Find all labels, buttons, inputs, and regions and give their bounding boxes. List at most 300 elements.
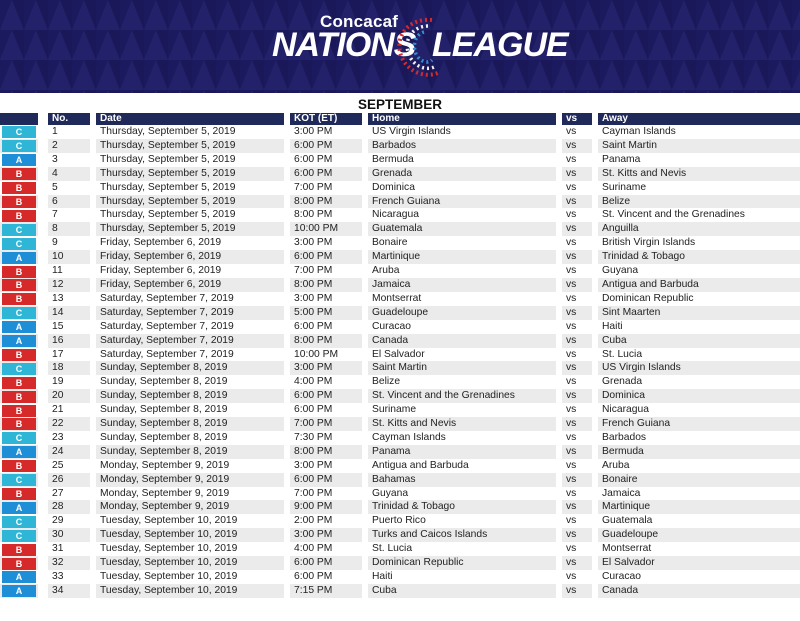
away-team: Montserrat bbox=[602, 543, 652, 555]
away-team: St. Lucia bbox=[602, 348, 643, 360]
league-badge: C bbox=[2, 140, 36, 152]
vs-label: vs bbox=[566, 292, 577, 304]
brand-right-text: LEAGUE bbox=[432, 26, 568, 64]
home-team: Jamaica bbox=[368, 278, 556, 292]
match-date: Tuesday, September 10, 2019 bbox=[96, 584, 284, 598]
match-date: Sunday, September 8, 2019 bbox=[100, 431, 228, 443]
league-badge: C bbox=[2, 307, 36, 319]
match-date: Sunday, September 8, 2019 bbox=[96, 389, 284, 403]
match-date: Sunday, September 8, 2019 bbox=[100, 404, 228, 416]
match-date: Thursday, September 5, 2019 bbox=[100, 126, 236, 137]
header-kot: KOT (ET) bbox=[290, 113, 362, 125]
table-row bbox=[0, 375, 800, 389]
header-date: Date bbox=[96, 113, 284, 125]
vs-label: vs bbox=[566, 209, 577, 221]
table-row bbox=[0, 403, 800, 417]
table-row bbox=[0, 306, 800, 320]
league-cell bbox=[0, 514, 38, 528]
match-number: 16 bbox=[48, 334, 90, 348]
match-number: 23 bbox=[52, 431, 64, 443]
vs-label: vs bbox=[562, 584, 592, 598]
vs-label: vs bbox=[562, 445, 592, 459]
home-team: Turks and Caicos Islands bbox=[368, 528, 556, 542]
table-row bbox=[0, 208, 800, 222]
schedule-table bbox=[0, 113, 800, 598]
match-number: 18 bbox=[48, 361, 90, 375]
vs-label: vs bbox=[566, 181, 577, 193]
league-cell bbox=[0, 208, 38, 222]
league-badge: B bbox=[2, 488, 36, 500]
table-body bbox=[0, 125, 800, 598]
kickoff-time: 6:00 PM bbox=[294, 404, 333, 416]
kickoff-time: 5:00 PM bbox=[290, 306, 362, 320]
home-team: Canada bbox=[368, 334, 556, 348]
kickoff-time: 9:00 PM bbox=[290, 500, 362, 514]
match-number: 34 bbox=[48, 584, 90, 598]
away-team: Saint Martin bbox=[598, 139, 800, 153]
brand-small-text: Concacaf bbox=[320, 12, 399, 31]
home-team: Barbados bbox=[368, 139, 556, 153]
match-date: Saturday, September 7, 2019 bbox=[96, 334, 284, 348]
league-cell bbox=[0, 403, 38, 417]
kickoff-time: 6:00 PM bbox=[290, 473, 362, 487]
table-row bbox=[0, 528, 800, 542]
match-number: 20 bbox=[48, 389, 90, 403]
home-team: Bahamas bbox=[368, 473, 556, 487]
away-team: Canada bbox=[598, 584, 800, 598]
kickoff-time: 8:00 PM bbox=[290, 445, 362, 459]
league-badge: B bbox=[2, 391, 36, 403]
match-number: 7 bbox=[52, 209, 58, 221]
kickoff-time: 6:00 PM bbox=[294, 153, 333, 165]
home-team: Dominican Republic bbox=[368, 556, 556, 570]
match-number: 1 bbox=[52, 126, 58, 137]
kickoff-time: 8:00 PM bbox=[290, 334, 362, 348]
kickoff-time: 6:00 PM bbox=[290, 556, 362, 570]
away-team: French Guiana bbox=[598, 417, 800, 431]
away-team: Haiti bbox=[602, 320, 623, 332]
vs-label: vs bbox=[562, 195, 592, 209]
league-badge: A bbox=[2, 571, 36, 583]
kickoff-time: 6:00 PM bbox=[290, 389, 362, 403]
vs-label: vs bbox=[566, 515, 577, 527]
league-cell bbox=[0, 542, 38, 556]
brand-left-text: NATIONS bbox=[272, 26, 416, 64]
kickoff-time: 3:00 PM bbox=[294, 237, 333, 249]
league-badge: A bbox=[2, 252, 36, 264]
away-team: Dominican Republic bbox=[602, 292, 694, 304]
league-badge: B bbox=[2, 405, 36, 417]
league-cell bbox=[0, 348, 38, 362]
league-badge: C bbox=[2, 363, 36, 375]
league-cell bbox=[0, 236, 38, 250]
match-number: 12 bbox=[48, 278, 90, 292]
match-date: Thursday, September 5, 2019 bbox=[100, 209, 236, 221]
vs-label: vs bbox=[562, 167, 592, 181]
league-cell bbox=[0, 445, 38, 459]
table-row bbox=[0, 361, 800, 375]
match-number: 4 bbox=[48, 167, 90, 181]
vs-label: vs bbox=[562, 361, 592, 375]
table-row bbox=[0, 125, 800, 139]
header-home: Home bbox=[368, 113, 556, 125]
home-team: Cayman Islands bbox=[372, 431, 446, 443]
match-number: 28 bbox=[48, 500, 90, 514]
match-number: 29 bbox=[52, 515, 64, 527]
league-badge: B bbox=[2, 460, 36, 472]
kickoff-time: 6:00 PM bbox=[290, 139, 362, 153]
away-team: Bonaire bbox=[598, 473, 800, 487]
match-date: Saturday, September 7, 2019 bbox=[100, 320, 234, 332]
vs-label: vs bbox=[562, 500, 592, 514]
vs-label: vs bbox=[562, 278, 592, 292]
league-badge: B bbox=[2, 558, 36, 570]
away-team: Anguilla bbox=[598, 222, 800, 236]
away-team: Sint Maarten bbox=[598, 306, 800, 320]
kickoff-time: 10:00 PM bbox=[294, 348, 339, 360]
home-team: El Salvador bbox=[372, 348, 425, 360]
table-row bbox=[0, 584, 800, 598]
league-cell bbox=[0, 487, 38, 501]
vs-label: vs bbox=[566, 237, 577, 249]
vs-label: vs bbox=[566, 376, 577, 388]
kickoff-time: 8:00 PM bbox=[290, 278, 362, 292]
vs-label: vs bbox=[566, 404, 577, 416]
match-date: Thursday, September 5, 2019 bbox=[100, 181, 236, 193]
match-date: Thursday, September 5, 2019 bbox=[96, 139, 284, 153]
vs-label: vs bbox=[562, 473, 592, 487]
home-team: US Virgin Islands bbox=[372, 126, 451, 137]
league-badge: B bbox=[2, 210, 36, 222]
match-number: 2 bbox=[48, 139, 90, 153]
home-team: Antigua and Barbuda bbox=[372, 459, 469, 471]
home-team: Trinidad & Tobago bbox=[368, 500, 556, 514]
vs-label: vs bbox=[566, 126, 577, 137]
home-team: Montserrat bbox=[372, 292, 422, 304]
table-row bbox=[0, 445, 800, 459]
vs-label: vs bbox=[566, 320, 577, 332]
home-team: St. Kitts and Nevis bbox=[368, 417, 556, 431]
kickoff-time: 7:00 PM bbox=[290, 417, 362, 431]
match-date: Tuesday, September 10, 2019 bbox=[96, 528, 284, 542]
match-date: Saturday, September 7, 2019 bbox=[100, 348, 234, 360]
away-team: Belize bbox=[598, 195, 800, 209]
home-team: Guadeloupe bbox=[368, 306, 556, 320]
league-cell bbox=[0, 278, 38, 292]
away-team: St. Vincent and the Grenadines bbox=[602, 209, 745, 221]
league-cell bbox=[0, 181, 38, 195]
league-badge: A bbox=[2, 446, 36, 458]
league-badge: B bbox=[2, 279, 36, 291]
kickoff-time: 7:00 PM bbox=[294, 181, 333, 193]
away-team: Dominica bbox=[598, 389, 800, 403]
away-team: El Salvador bbox=[598, 556, 800, 570]
vs-label: vs bbox=[562, 334, 592, 348]
match-number: 11 bbox=[52, 265, 63, 277]
table-row bbox=[0, 459, 800, 473]
match-number: 5 bbox=[52, 181, 58, 193]
away-team: British Virgin Islands bbox=[602, 237, 696, 249]
home-team: Suriname bbox=[372, 404, 417, 416]
kickoff-time: 3:00 PM bbox=[294, 126, 333, 137]
vs-label: vs bbox=[562, 528, 592, 542]
league-badge: C bbox=[2, 432, 36, 444]
match-date: Sunday, September 8, 2019 bbox=[96, 417, 284, 431]
league-badge: B bbox=[2, 293, 36, 305]
vs-label: vs bbox=[562, 306, 592, 320]
match-number: 14 bbox=[48, 306, 90, 320]
away-team: Cuba bbox=[598, 334, 800, 348]
kickoff-time: 6:00 PM bbox=[290, 250, 362, 264]
away-team: Cayman Islands bbox=[602, 126, 676, 137]
table-row bbox=[0, 222, 800, 236]
match-number: 17 bbox=[52, 348, 64, 360]
vs-label: vs bbox=[566, 571, 577, 582]
home-team: Martinique bbox=[368, 250, 556, 264]
match-number: 15 bbox=[52, 320, 64, 332]
away-team: Guyana bbox=[602, 265, 639, 277]
table-row bbox=[0, 167, 800, 181]
away-team: Panama bbox=[602, 153, 641, 165]
home-team: Curacao bbox=[372, 320, 411, 332]
kickoff-time: 7:15 PM bbox=[290, 584, 362, 598]
league-badge: A bbox=[2, 335, 36, 347]
away-team: Martinique bbox=[598, 500, 800, 514]
away-team: St. Kitts and Nevis bbox=[598, 167, 800, 181]
home-team: St. Lucia bbox=[372, 543, 413, 555]
away-team: Jamaica bbox=[602, 487, 641, 499]
table-row bbox=[0, 570, 800, 584]
league-cell bbox=[0, 375, 38, 389]
league-badge: B bbox=[2, 377, 36, 389]
league-badge: B bbox=[2, 349, 36, 361]
table-header-row bbox=[0, 113, 800, 125]
away-team: Aruba bbox=[602, 459, 630, 471]
home-team: Saint Martin bbox=[368, 361, 556, 375]
league-cell bbox=[0, 153, 38, 167]
league-badge: B bbox=[2, 196, 36, 208]
match-number: 13 bbox=[52, 292, 64, 304]
home-team: Nicaragua bbox=[372, 209, 419, 221]
league-cell bbox=[0, 500, 38, 514]
match-number: 10 bbox=[48, 250, 90, 264]
table-row bbox=[0, 250, 800, 264]
kickoff-time: 4:00 PM bbox=[294, 543, 333, 555]
away-team: Antigua and Barbuda bbox=[598, 278, 800, 292]
match-date: Saturday, September 7, 2019 bbox=[96, 306, 284, 320]
kickoff-time: 4:00 PM bbox=[294, 376, 333, 388]
table-row bbox=[0, 514, 800, 528]
table-row bbox=[0, 139, 800, 153]
table-row bbox=[0, 487, 800, 501]
league-cell bbox=[0, 250, 38, 264]
table-row bbox=[0, 264, 800, 278]
league-cell bbox=[0, 584, 38, 598]
league-badge: A bbox=[2, 154, 36, 166]
kickoff-time: 8:00 PM bbox=[290, 195, 362, 209]
match-date: Thursday, September 5, 2019 bbox=[96, 222, 284, 236]
league-cell bbox=[0, 195, 38, 209]
league-cell bbox=[0, 222, 38, 236]
away-team: US Virgin Islands bbox=[598, 361, 800, 375]
kickoff-time: 8:00 PM bbox=[294, 209, 333, 221]
kickoff-time: 3:00 PM bbox=[290, 361, 362, 375]
league-badge: C bbox=[2, 530, 36, 542]
league-badge: B bbox=[2, 418, 36, 430]
home-team: Panama bbox=[368, 445, 556, 459]
table-row bbox=[0, 278, 800, 292]
match-date: Saturday, September 7, 2019 bbox=[100, 292, 234, 304]
table-row bbox=[0, 292, 800, 306]
match-date: Thursday, September 5, 2019 bbox=[96, 167, 284, 181]
league-badge: C bbox=[2, 238, 36, 250]
home-team: St. Vincent and the Grenadines bbox=[368, 389, 556, 403]
home-team: Haiti bbox=[372, 571, 393, 582]
league-cell bbox=[0, 320, 38, 334]
match-number: 31 bbox=[52, 543, 64, 555]
match-number: 6 bbox=[48, 195, 90, 209]
match-date: Thursday, September 5, 2019 bbox=[96, 195, 284, 209]
vs-label: vs bbox=[566, 348, 577, 360]
match-number: 27 bbox=[52, 487, 64, 499]
league-badge: C bbox=[2, 126, 36, 138]
league-cell bbox=[0, 139, 38, 153]
table-row bbox=[0, 348, 800, 362]
league-badge: B bbox=[2, 182, 36, 194]
league-cell bbox=[0, 417, 38, 431]
table-row bbox=[0, 542, 800, 556]
match-date: Tuesday, September 10, 2019 bbox=[96, 556, 284, 570]
league-cell bbox=[0, 389, 38, 403]
match-date: Monday, September 9, 2019 bbox=[96, 500, 284, 514]
league-cell bbox=[0, 306, 38, 320]
home-team: Guyana bbox=[372, 487, 409, 499]
match-date: Monday, September 9, 2019 bbox=[96, 473, 284, 487]
match-number: 9 bbox=[52, 237, 58, 249]
month-heading: SEPTEMBER bbox=[357, 97, 442, 112]
kickoff-time: 6:00 PM bbox=[294, 320, 333, 332]
league-cell bbox=[0, 431, 38, 445]
match-date: Tuesday, September 10, 2019 bbox=[100, 515, 238, 527]
home-team: Aruba bbox=[372, 265, 400, 277]
match-number: 8 bbox=[48, 222, 90, 236]
header-banner bbox=[0, 0, 800, 93]
league-badge: C bbox=[2, 474, 36, 486]
match-date: Thursday, September 5, 2019 bbox=[100, 153, 236, 165]
home-team: Puerto Rico bbox=[372, 515, 426, 527]
league-cell bbox=[0, 334, 38, 348]
kickoff-time: 3:00 PM bbox=[294, 459, 333, 471]
league-cell bbox=[0, 459, 38, 473]
match-number: 21 bbox=[52, 404, 64, 416]
kickoff-time: 3:00 PM bbox=[290, 528, 362, 542]
match-date: Sunday, September 8, 2019 bbox=[96, 361, 284, 375]
home-team: French Guiana bbox=[368, 195, 556, 209]
vs-label: vs bbox=[562, 417, 592, 431]
table-row bbox=[0, 500, 800, 514]
table-row bbox=[0, 195, 800, 209]
away-team: Suriname bbox=[602, 181, 647, 193]
vs-label: vs bbox=[562, 250, 592, 264]
league-cell bbox=[0, 361, 38, 375]
kickoff-time: 7:30 PM bbox=[294, 431, 333, 443]
home-team: Bonaire bbox=[372, 237, 408, 249]
league-badge: B bbox=[2, 544, 36, 556]
vs-label: vs bbox=[566, 431, 577, 443]
league-cell bbox=[0, 292, 38, 306]
league-badge: B bbox=[2, 266, 36, 278]
match-number: 26 bbox=[48, 473, 90, 487]
nations-league-logo bbox=[0, 0, 800, 93]
match-date: Friday, September 6, 2019 bbox=[100, 265, 222, 277]
league-badge: A bbox=[2, 585, 36, 597]
vs-label: vs bbox=[566, 265, 577, 277]
away-team: Nicaragua bbox=[602, 404, 649, 416]
vs-label: vs bbox=[566, 487, 577, 499]
league-cell bbox=[0, 473, 38, 487]
match-date: Sunday, September 8, 2019 bbox=[100, 376, 228, 388]
home-team: Dominica bbox=[372, 181, 415, 193]
league-cell bbox=[0, 556, 38, 570]
match-date: Friday, September 6, 2019 bbox=[100, 237, 222, 249]
match-number: 33 bbox=[52, 571, 64, 582]
match-number: 24 bbox=[48, 445, 90, 459]
table-row bbox=[0, 236, 800, 250]
league-cell bbox=[0, 528, 38, 542]
kickoff-time: 2:00 PM bbox=[294, 515, 333, 527]
table-row bbox=[0, 389, 800, 403]
table-row bbox=[0, 417, 800, 431]
match-number: 19 bbox=[52, 376, 64, 388]
league-cell bbox=[0, 570, 38, 584]
away-team: Barbados bbox=[602, 431, 647, 443]
table-row bbox=[0, 153, 800, 167]
vs-label: vs bbox=[562, 556, 592, 570]
league-badge: B bbox=[2, 168, 36, 180]
league-cell bbox=[0, 125, 38, 139]
home-team: Cuba bbox=[368, 584, 556, 598]
match-date: Tuesday, September 10, 2019 bbox=[100, 543, 238, 555]
kickoff-time: 6:00 PM bbox=[294, 571, 333, 582]
kickoff-time: 7:00 PM bbox=[294, 487, 333, 499]
home-team: Belize bbox=[372, 376, 401, 388]
vs-label: vs bbox=[562, 389, 592, 403]
match-date: Sunday, September 8, 2019 bbox=[96, 445, 284, 459]
table-row bbox=[0, 181, 800, 195]
home-team: Bermuda bbox=[372, 153, 414, 165]
home-team: Guatemala bbox=[368, 222, 556, 236]
vs-label: vs bbox=[562, 139, 592, 153]
away-team: Bermuda bbox=[598, 445, 800, 459]
match-date: Friday, September 6, 2019 bbox=[96, 278, 284, 292]
table-row bbox=[0, 320, 800, 334]
league-badge: C bbox=[2, 224, 36, 236]
away-team: Grenada bbox=[602, 376, 643, 388]
table-row bbox=[0, 473, 800, 487]
kickoff-time: 10:00 PM bbox=[290, 222, 362, 236]
vs-label: vs bbox=[562, 222, 592, 236]
league-cell bbox=[0, 167, 38, 181]
away-team: Curacao bbox=[602, 571, 641, 582]
match-date: Friday, September 6, 2019 bbox=[96, 250, 284, 264]
match-number: 22 bbox=[48, 417, 90, 431]
home-team: Grenada bbox=[368, 167, 556, 181]
away-team: Guatemala bbox=[602, 515, 653, 527]
kickoff-time: 6:00 PM bbox=[290, 167, 362, 181]
header-vs: vs bbox=[562, 113, 592, 125]
away-team: Guadeloupe bbox=[598, 528, 800, 542]
vs-label: vs bbox=[566, 153, 577, 165]
